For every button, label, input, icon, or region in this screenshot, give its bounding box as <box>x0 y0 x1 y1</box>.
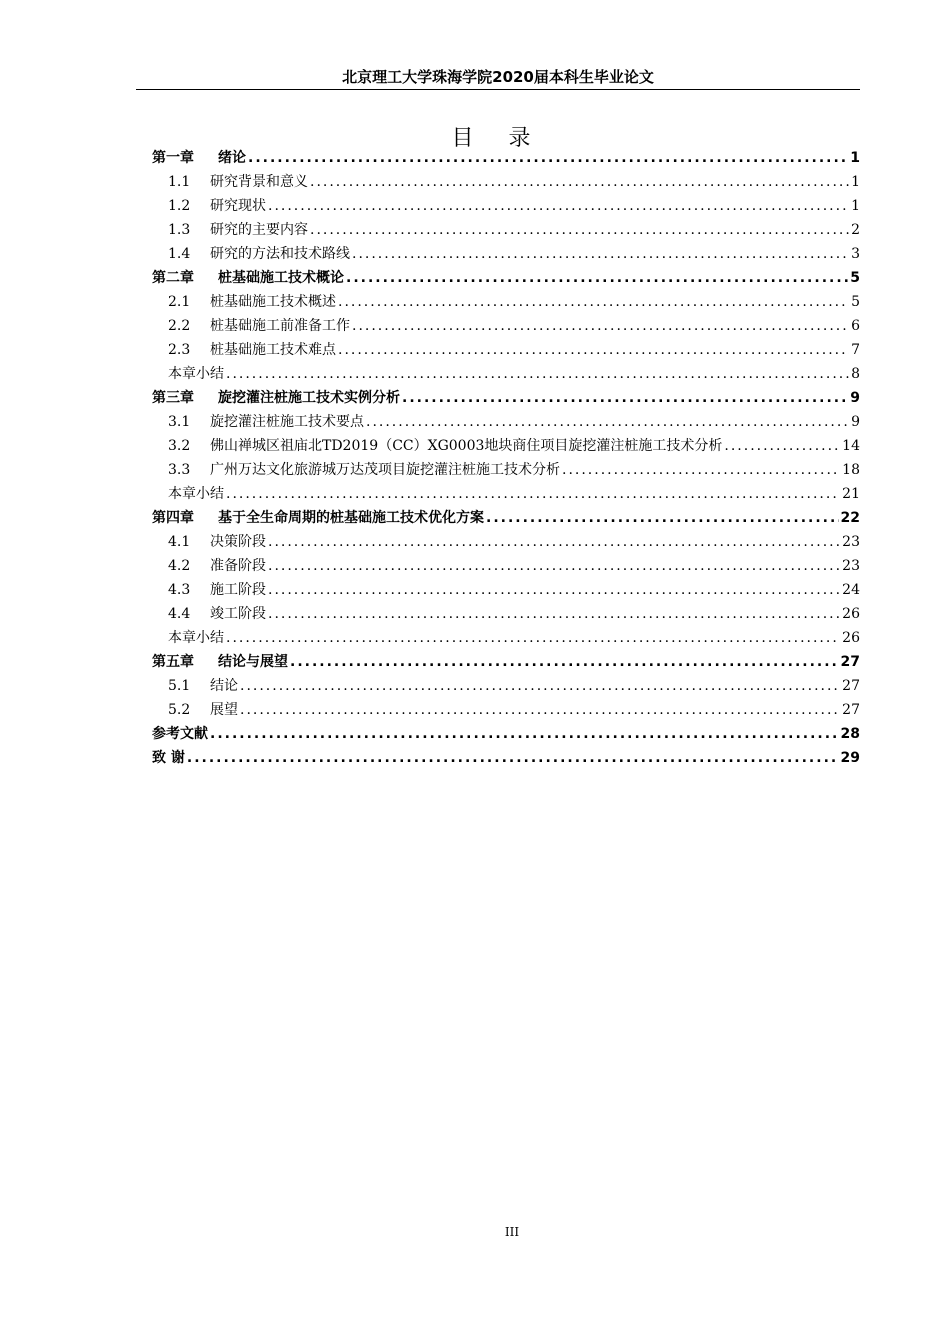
dot-leader <box>402 386 848 410</box>
toc-entry-label <box>168 242 350 266</box>
dot-leader <box>268 530 840 554</box>
dot-leader <box>290 650 839 674</box>
toc-entry-number: 1.3 <box>168 222 191 238</box>
toc-entry-label <box>168 674 238 698</box>
toc-entry-title: 旋挖灌注桩施工技术要点 <box>210 414 364 430</box>
toc-entry-number: 2.3 <box>168 342 191 358</box>
toc-entry-title: 旋挖灌注桩施工技术实例分析 <box>218 390 400 406</box>
toc-entry-label <box>168 458 560 482</box>
toc-entry-title: 致 谢 <box>152 750 185 766</box>
toc-section-entry[interactable] <box>152 314 860 338</box>
toc-entry-title: 本章小结 <box>168 630 224 646</box>
toc-entry-page: 8 <box>851 366 860 382</box>
toc-entry-number: 4.4 <box>168 606 191 622</box>
toc-entry-number: 2.2 <box>168 318 191 334</box>
dot-leader <box>310 218 849 242</box>
toc-entry-title: 施工阶段 <box>210 582 266 598</box>
toc-entry-number: 5.1 <box>168 678 191 694</box>
toc-entry-page: 5 <box>851 294 860 310</box>
toc-entry-page: 7 <box>851 342 860 358</box>
toc-entry-title: 结论 <box>210 678 238 694</box>
toc-section-entry[interactable] <box>152 362 860 386</box>
toc-section-entry[interactable] <box>152 674 860 698</box>
toc-entry-number: 2.1 <box>168 294 191 310</box>
toc-entry-label <box>152 146 246 170</box>
toc-entry-page: 5 <box>850 270 860 286</box>
toc-entry-title: 研究现状 <box>210 198 266 214</box>
dot-leader <box>268 194 849 218</box>
dot-leader <box>268 554 840 578</box>
toc-entry-page: 24 <box>842 582 860 598</box>
toc-title: 目 录 <box>451 126 545 151</box>
toc-entry-number: 1.1 <box>168 174 191 190</box>
toc-entry-page: 26 <box>842 630 860 646</box>
toc-section-entry[interactable] <box>152 434 860 458</box>
toc-entry-label <box>168 170 308 194</box>
toc-section-entry[interactable] <box>152 602 860 626</box>
toc-entry-page: 29 <box>840 750 860 766</box>
toc-section-entry[interactable] <box>152 482 860 506</box>
dot-leader <box>724 434 840 458</box>
dot-leader <box>268 578 840 602</box>
toc-entry-label <box>168 554 266 578</box>
toc-entry-number: 1.4 <box>168 246 191 262</box>
dot-leader <box>248 146 848 170</box>
toc-entry-label <box>168 194 266 218</box>
toc-entry-page: 9 <box>850 390 860 406</box>
toc-entry-label <box>168 626 224 650</box>
toc-entry-page: 23 <box>842 534 860 550</box>
dot-leader <box>240 698 840 722</box>
toc-section-entry[interactable] <box>152 338 860 362</box>
toc-entry-page: 1 <box>851 198 860 214</box>
toc-entry-label <box>152 506 484 530</box>
page-number: III <box>504 1225 520 1239</box>
toc-entry-label <box>152 722 208 746</box>
dot-leader <box>338 338 849 362</box>
toc-entry-number: 3.3 <box>168 462 191 478</box>
dot-leader <box>226 362 849 386</box>
toc-chapter-entry[interactable] <box>152 266 860 290</box>
dot-leader <box>346 266 848 290</box>
toc-entry-title: 决策阶段 <box>210 534 266 550</box>
toc-entry-number: 4.2 <box>168 558 191 574</box>
dot-leader <box>210 722 839 746</box>
toc-entry-page: 1 <box>850 150 860 166</box>
toc-entry-title: 研究的方法和技术路线 <box>210 246 350 262</box>
toc-entry-label <box>168 362 224 386</box>
toc-entry-page: 9 <box>851 414 860 430</box>
toc-entry-page: 27 <box>842 678 860 694</box>
toc-entry-label <box>168 530 266 554</box>
toc-entry-page: 23 <box>842 558 860 574</box>
header-rule <box>136 89 860 90</box>
toc-entry-title: 竣工阶段 <box>210 606 266 622</box>
toc-entry-label <box>152 266 344 290</box>
toc-entry-title: 展望 <box>210 702 238 718</box>
toc-entry-label <box>168 410 364 434</box>
toc-entry-page: 26 <box>842 606 860 622</box>
toc-entry-number: 4.1 <box>168 534 191 550</box>
toc-entry-number: 第五章 <box>152 654 194 670</box>
toc-entry-title: 广州万达文化旅游城万达茂项目旋挖灌注桩施工技术分析 <box>210 462 560 478</box>
dot-leader <box>366 410 849 434</box>
toc-entry-number: 第四章 <box>152 510 194 526</box>
toc-entry-label <box>152 746 185 770</box>
dot-leader <box>352 242 849 266</box>
toc-entry-title: 佛山禅城区祖庙北TD2019（CC）XG0003地块商住项目旋挖灌注桩施工技术分析 <box>210 438 723 454</box>
toc-entry-number: 3.2 <box>168 438 191 454</box>
toc-chapter-entry[interactable] <box>152 650 860 674</box>
dot-leader <box>226 626 840 650</box>
toc-section-entry[interactable] <box>152 290 860 314</box>
running-header: 北京理工大学珠海学院2020届本科生毕业论文 <box>342 68 654 86</box>
toc-entry-label <box>168 218 308 242</box>
dot-leader <box>226 482 840 506</box>
toc-entry-label <box>152 650 288 674</box>
toc-entry-number: 4.3 <box>168 582 191 598</box>
toc-chapter-entry[interactable] <box>152 746 860 770</box>
toc-chapter-entry[interactable] <box>152 146 860 170</box>
dot-leader <box>352 314 849 338</box>
toc-section-entry[interactable] <box>152 530 860 554</box>
toc-section-entry[interactable] <box>152 554 860 578</box>
toc-entry-title: 桩基础施工技术难点 <box>210 342 336 358</box>
toc-entry-number: 3.1 <box>168 414 191 430</box>
toc-section-entry[interactable] <box>152 626 860 650</box>
toc-entry-number: 第二章 <box>152 270 194 286</box>
toc-entry-page: 14 <box>842 438 860 454</box>
toc-entry-page: 18 <box>842 462 860 478</box>
toc-entry-label <box>168 602 266 626</box>
toc-entry-page: 27 <box>842 702 860 718</box>
toc-entry-page: 21 <box>842 486 860 502</box>
toc-entry-title: 基于全生命周期的桩基础施工技术优化方案 <box>218 510 484 526</box>
toc-section-entry[interactable] <box>152 194 860 218</box>
dot-leader <box>268 602 840 626</box>
toc-entry-title: 桩基础施工技术概论 <box>218 270 344 286</box>
dot-leader <box>187 746 839 770</box>
toc-entry-number: 第一章 <box>152 150 194 166</box>
toc-entry-label <box>168 314 350 338</box>
toc-entry-page: 28 <box>840 726 860 742</box>
toc-entry-title: 准备阶段 <box>210 558 266 574</box>
toc-section-entry[interactable] <box>152 218 860 242</box>
toc-entry-title: 桩基础施工技术概述 <box>210 294 336 310</box>
toc-entry-page: 22 <box>840 510 860 526</box>
toc-entry-title: 研究的主要内容 <box>210 222 308 238</box>
toc-chapter-entry[interactable] <box>152 386 860 410</box>
dot-leader <box>486 506 839 530</box>
toc-entry-page: 1 <box>851 174 860 190</box>
toc-entry-number: 第三章 <box>152 390 194 406</box>
toc-section-entry[interactable] <box>152 698 860 722</box>
dot-leader <box>240 674 840 698</box>
toc-entry-title: 桩基础施工前准备工作 <box>210 318 350 334</box>
toc-entry-label <box>168 482 224 506</box>
toc-chapter-entry[interactable] <box>152 506 860 530</box>
toc-entry-page: 3 <box>851 246 860 262</box>
toc-section-entry[interactable] <box>152 410 860 434</box>
toc-entry-title: 绪论 <box>218 150 246 166</box>
toc-entry-title: 本章小结 <box>168 486 224 502</box>
toc-entry-number: 1.2 <box>168 198 191 214</box>
toc-entry-label <box>152 386 400 410</box>
toc-entry-title: 研究背景和意义 <box>210 174 308 190</box>
toc-entry-label <box>168 434 722 458</box>
toc-entry-label <box>168 290 336 314</box>
toc-entry-page: 6 <box>851 318 860 334</box>
toc-section-entry[interactable] <box>152 458 860 482</box>
toc-entry-title: 结论与展望 <box>218 654 288 670</box>
toc-section-entry[interactable] <box>152 242 860 266</box>
toc-chapter-entry[interactable] <box>152 722 860 746</box>
toc-entry-page: 2 <box>851 222 860 238</box>
dot-leader <box>562 458 840 482</box>
toc-entry-page: 27 <box>840 654 860 670</box>
toc-entry-number: 5.2 <box>168 702 191 718</box>
dot-leader <box>310 170 849 194</box>
toc-section-entry[interactable] <box>152 578 860 602</box>
toc-entry-title: 参考文献 <box>152 726 208 742</box>
toc-entry-title: 本章小结 <box>168 366 224 382</box>
dot-leader <box>338 290 849 314</box>
toc-entry-label <box>168 578 266 602</box>
toc-entry-label <box>168 338 336 362</box>
toc-entry-label <box>168 698 238 722</box>
table-of-contents <box>152 146 860 770</box>
toc-section-entry[interactable] <box>152 170 860 194</box>
